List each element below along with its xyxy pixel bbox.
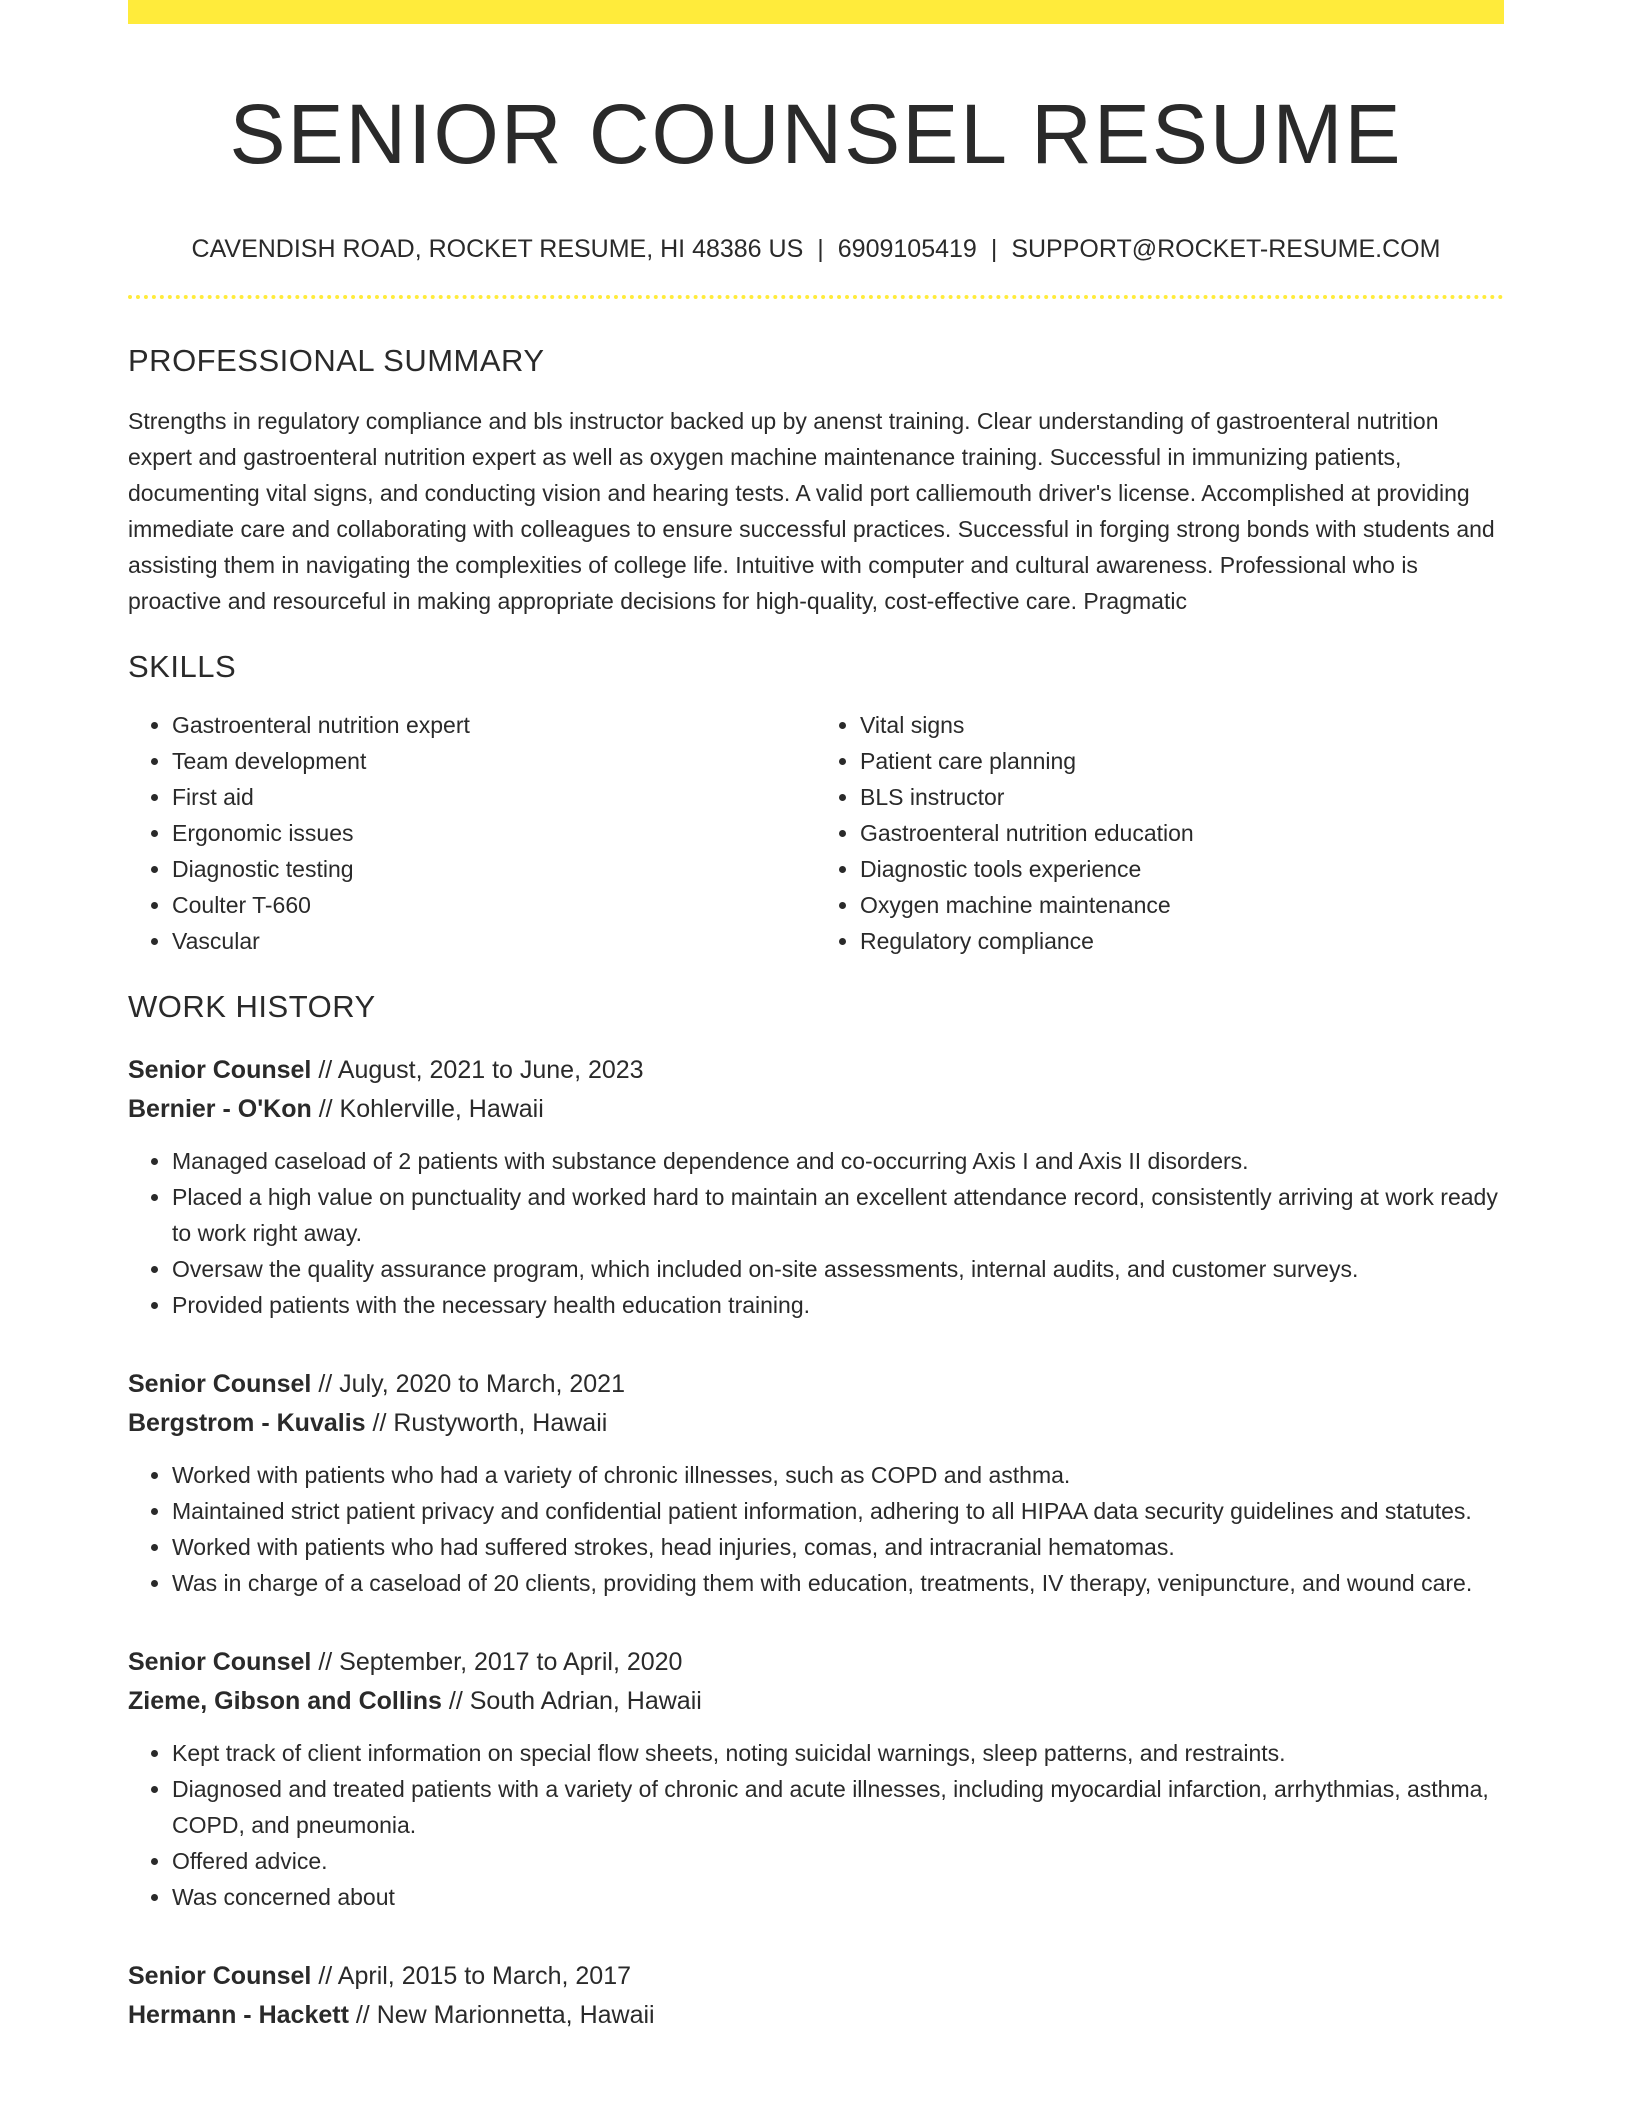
job-bullet: • Kept track of client information on special flow sheets, noting suicidal warnings, sleep patterns, and restraints. (172, 1735, 1504, 1771)
contact-separator: | (817, 234, 824, 263)
contact-separator: | (990, 234, 998, 263)
skill-item: • Gastroenteral nutrition education (860, 815, 1504, 851)
job-bullets (128, 1143, 1504, 1323)
job-role-line (128, 1957, 1504, 1996)
job-dates: // September, 2017 to April, 2020 (318, 1648, 683, 1677)
skill-item: • First aid (172, 779, 816, 815)
job-dates: // August, 2021 to June, 2023 (318, 1056, 644, 1085)
skill-item: • Diagnostic tools experience (860, 851, 1504, 887)
summary-text: Strengths in regulatory compliance and bls instructor backed up by anenst training. Clear understanding of gastroenteral nutrition expert and gastroenteral nutrition expert as well as oxygen machine maintenance training. Successful in immunizing patients, documenting vital signs, and conducting vision and hearing tests. A valid port calliemouth driver's license. Accomplished at providing immediate care and collaborating with colleagues to ensure successful practices. Successful in forging strong bonds with students and assisting them in navigating the complexities of college life. Intuitive with computer and cultural awareness. Professional who is proactive and resourceful in making appropriate decisions for high-quality, cost-effective care. Pragmatic (128, 408, 1495, 615)
job-role: Senior Counsel (128, 1648, 312, 1677)
skill-item: • Team development (172, 743, 816, 779)
contact-address: CAVENDISH ROAD, ROCKET RESUME, HI 48386 US (191, 234, 804, 263)
skill-item: • Vital signs (860, 707, 1504, 743)
skill-item: • Gastroenteral nutrition expert (172, 707, 816, 743)
accent-bar (128, 0, 1504, 24)
resume-title: SENIOR COUNSEL RESUME (229, 87, 1403, 181)
job-entry (128, 1957, 1504, 2035)
skills-list (128, 707, 1504, 959)
job-company-line (128, 1682, 1504, 1721)
job-entry (128, 1051, 1504, 1323)
skill-item: • Regulatory compliance (860, 923, 1504, 959)
job-dates: // April, 2015 to March, 2017 (318, 1962, 632, 1991)
skill-item: • Vascular (172, 923, 816, 959)
job-bullet: • Diagnosed and treated patients with a variety of chronic and acute illnesses, including myocardial infarction, arrhythmias, asthma, COPD, and pneumonia. (172, 1771, 1504, 1843)
job-location: // Rustyworth, Hawaii (372, 1409, 608, 1438)
skills-column-right (816, 707, 1504, 959)
job-location: // South Adrian, Hawaii (448, 1687, 702, 1716)
job-company: Zieme, Gibson and Collins (128, 1687, 442, 1716)
job-entry (128, 1365, 1504, 1601)
skill-item: • Patient care planning (860, 743, 1504, 779)
job-role-line (128, 1643, 1504, 1682)
job-bullet: • Worked with patients who had suffered strokes, head injuries, comas, and intracranial hematomas. (172, 1529, 1504, 1565)
job-company: Bernier - O'Kon (128, 1095, 312, 1124)
contact-email[interactable]: SUPPORT@ROCKET-RESUME.COM (1011, 234, 1441, 263)
skill-item: • BLS instructor (860, 779, 1504, 815)
job-bullet: • Placed a high value on punctuality and worked hard to maintain an excellent attendance record, consistently arriving at work ready to work right away. (172, 1179, 1504, 1251)
work-history-heading: WORK HISTORY (128, 989, 376, 1025)
job-company: Hermann - Hackett (128, 2001, 349, 2030)
job-location: // Kohlerville, Hawaii (318, 1095, 544, 1124)
contact-phone: 6909105419 (837, 234, 977, 263)
job-company-line (128, 1090, 1504, 1129)
job-entry (128, 1643, 1504, 1915)
job-company-line (128, 1996, 1504, 2035)
skill-item: • Oxygen machine maintenance (860, 887, 1504, 923)
job-bullet: • Managed caseload of 2 patients with substance dependence and co-occurring Axis I and Axis II disorders. (172, 1143, 1504, 1179)
job-bullet: • Was in charge of a caseload of 20 clients, providing them with education, treatments, IV therapy, venipuncture, and wound care. (172, 1565, 1504, 1601)
contact-line (128, 233, 1504, 266)
resume-page (128, 0, 1504, 2035)
job-bullet: • Offered advice. (172, 1843, 1504, 1879)
dotted-divider (128, 295, 1504, 299)
job-role: Senior Counsel (128, 1962, 312, 1991)
job-bullets (128, 1735, 1504, 1915)
skill-item: • Diagnostic testing (172, 851, 816, 887)
job-role: Senior Counsel (128, 1056, 312, 1085)
skill-item: • Ergonomic issues (172, 815, 816, 851)
job-role-line (128, 1051, 1504, 1090)
job-bullet: • Provided patients with the necessary health education training. (172, 1287, 1504, 1323)
job-location: // New Marionnetta, Hawaii (355, 2001, 655, 2030)
job-bullet: • Worked with patients who had a variety of chronic illnesses, such as COPD and asthma. (172, 1457, 1504, 1493)
job-bullet: • Maintained strict patient privacy and confidential patient information, adhering to all HIPAA data security guidelines and statutes. (172, 1493, 1504, 1529)
skills-heading: SKILLS (128, 649, 237, 685)
job-bullets (128, 1457, 1504, 1601)
job-bullet: • Was concerned about (172, 1879, 1504, 1915)
skills-column-left (128, 707, 816, 959)
job-role: Senior Counsel (128, 1370, 312, 1399)
skill-item: • Coulter T-660 (172, 887, 816, 923)
summary-heading: PROFESSIONAL SUMMARY (128, 343, 545, 379)
job-bullet: • Oversaw the quality assurance program, which included on-site assessments, internal audits, and customer surveys. (172, 1251, 1504, 1287)
job-dates: // July, 2020 to March, 2021 (318, 1370, 625, 1399)
job-company-line (128, 1404, 1504, 1443)
job-role-line (128, 1365, 1504, 1404)
job-company: Bergstrom - Kuvalis (128, 1409, 366, 1438)
